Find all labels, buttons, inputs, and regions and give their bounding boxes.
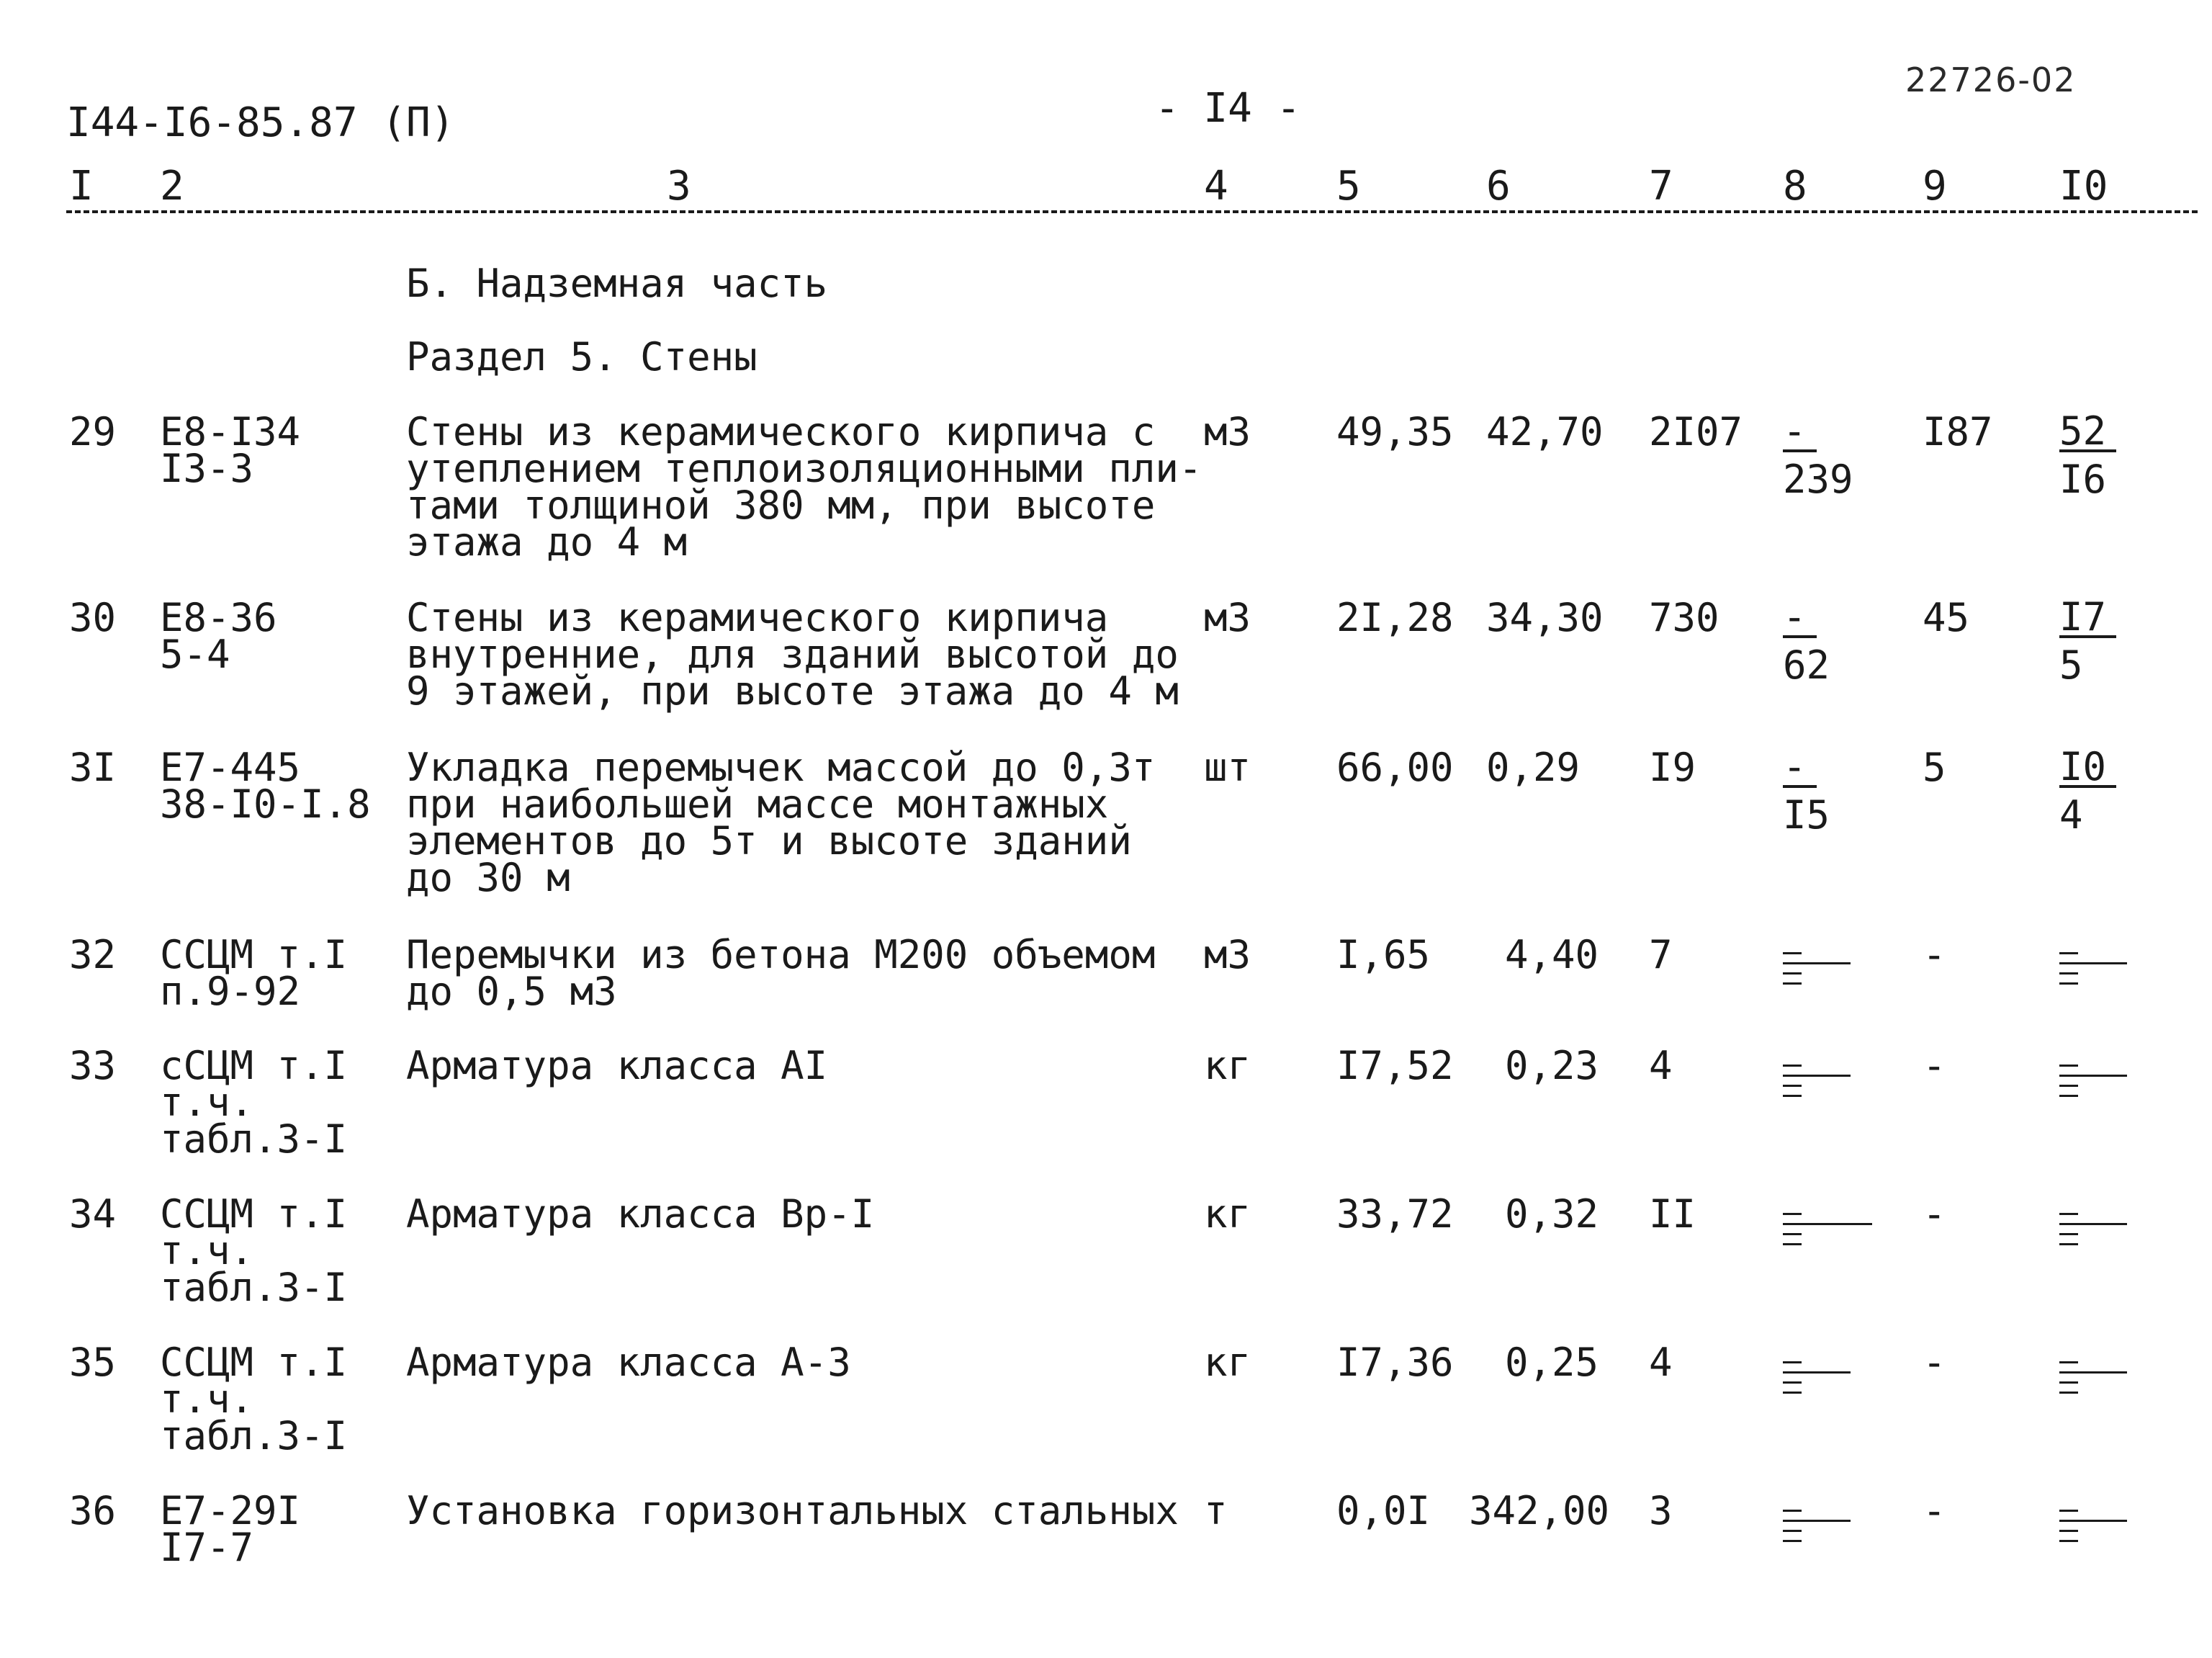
rate-code: сСЦМ т.I т.ч. табл.3-I <box>160 1043 348 1162</box>
unit: кг <box>1204 1191 1251 1237</box>
page-number: - I4 - <box>1155 85 1301 132</box>
col9-value: 5 <box>1923 745 1946 790</box>
row-number: 35 <box>69 1340 117 1385</box>
col9-value: I87 <box>1923 409 1993 454</box>
fraction-numerator: I0 <box>2059 749 2116 788</box>
work-description: Укладка перемычек массой до 0,3т при наибольшей массе монтажных элементов до 5т и высоте зданий до 30 м <box>406 745 1156 900</box>
col8-fraction <box>1783 594 1830 693</box>
fraction-denominator: 239 <box>1783 457 1853 502</box>
unit: шт <box>1204 745 1251 790</box>
row-number: 3I <box>69 745 117 790</box>
row-number: 33 <box>69 1043 117 1088</box>
ditto-mark-icon <box>1783 1508 1855 1551</box>
total-cost: 730 <box>1649 595 1719 640</box>
col8-fraction <box>1783 744 1830 843</box>
quantity: 0,0I <box>1336 1488 1431 1533</box>
ditto-mark-icon <box>2059 1063 2131 1106</box>
section-title: Раздел 5. Стены <box>406 334 757 380</box>
column-number: I <box>69 163 94 210</box>
fraction-numerator: 52 <box>2059 413 2116 452</box>
unit-cost: 0,23 <box>1505 1043 1599 1088</box>
rate-code: Е8-36 5-4 <box>160 595 277 677</box>
unit-cost: 342,00 <box>1469 1488 1610 1533</box>
total-cost: II <box>1649 1191 1696 1237</box>
archive-stamp: 22726-02 <box>1905 61 2077 99</box>
unit: кг <box>1204 1340 1251 1385</box>
col9-value: - <box>1923 1191 1946 1237</box>
total-cost: 4 <box>1649 1043 1673 1088</box>
col10-fraction <box>2059 744 2116 843</box>
unit: м3 <box>1204 932 1251 977</box>
row-number: 36 <box>69 1488 117 1533</box>
column-number: 6 <box>1486 163 1511 210</box>
total-cost: 4 <box>1649 1340 1673 1385</box>
col9-value: 45 <box>1923 595 1970 640</box>
fraction-denominator: I6 <box>2059 457 2107 502</box>
total-cost: 3 <box>1649 1488 1673 1533</box>
fraction-numerator: - <box>1783 749 1817 788</box>
fraction-denominator: 5 <box>2059 642 2083 688</box>
quantity: 66,00 <box>1336 745 1454 790</box>
row-number: 34 <box>69 1191 117 1237</box>
col10-fraction <box>2059 408 2116 507</box>
quantity: I7,52 <box>1336 1043 1454 1088</box>
ditto-mark-icon <box>1783 1211 1855 1255</box>
column-number: 5 <box>1336 163 1361 210</box>
row-number: 32 <box>69 932 117 977</box>
column-number: 9 <box>1923 163 1947 210</box>
column-number: 3 <box>667 163 691 210</box>
work-description: Перемычки из бетона М200 объемом до 0,5 м3 <box>406 932 1156 1014</box>
col8-fraction <box>1783 408 1853 507</box>
quantity: 33,72 <box>1336 1191 1454 1237</box>
document-code: I44-I6-85.87 (П) <box>66 99 455 146</box>
row-number: 30 <box>69 595 117 640</box>
fraction-numerator: - <box>1783 599 1817 638</box>
unit-cost: 4,40 <box>1505 932 1599 977</box>
work-description: Установка горизонтальных стальных <box>406 1488 1179 1533</box>
column-number: 2 <box>160 163 184 210</box>
unit: т <box>1204 1488 1228 1533</box>
fraction-denominator: I5 <box>1783 792 1830 838</box>
ditto-mark-icon <box>1783 1063 1855 1106</box>
col9-value: - <box>1923 932 1946 977</box>
quantity: I7,36 <box>1336 1340 1454 1385</box>
ditto-mark-icon <box>2059 951 2131 994</box>
work-description: Арматура класса АI <box>406 1043 828 1088</box>
total-cost: 2I07 <box>1649 409 1743 454</box>
quantity: 2I,28 <box>1336 595 1454 640</box>
ditto-mark-icon <box>2059 1508 2131 1551</box>
column-number: I0 <box>2059 163 2108 210</box>
unit-cost: 0,25 <box>1505 1340 1599 1385</box>
col9-value: - <box>1923 1340 1946 1385</box>
rate-code: ССЦМ т.I т.ч. табл.3-I <box>160 1191 348 1310</box>
work-description: Арматура класса Вр-I <box>406 1191 875 1237</box>
fraction-numerator: I7 <box>2059 599 2116 638</box>
rate-code: ССЦМ т.I т.ч. табл.3-I <box>160 1340 348 1458</box>
unit-cost: 0,32 <box>1505 1191 1599 1237</box>
total-cost: 7 <box>1649 932 1673 977</box>
work-description: Стены из керамического кирпича с утеплением теплоизоляционными пли- тами толщиной 380 мм, при высоте этажа до 4 м <box>406 409 1202 565</box>
column-number: 4 <box>1204 163 1228 210</box>
unit-cost: 42,70 <box>1486 409 1604 454</box>
section-part-heading: Б. Надземная часть <box>406 261 828 306</box>
unit-cost: 0,29 <box>1486 745 1581 790</box>
fraction-numerator: - <box>1783 413 1817 452</box>
rate-code: ССЦМ т.I п.9-92 <box>160 932 348 1014</box>
column-number: 7 <box>1649 163 1673 210</box>
quantity: I,65 <box>1336 932 1431 977</box>
rate-code: Е7-29I I7-7 <box>160 1488 301 1570</box>
ditto-mark-icon <box>2059 1211 2131 1255</box>
unit: м3 <box>1204 595 1251 640</box>
col9-value: - <box>1923 1043 1946 1088</box>
unit-cost: 34,30 <box>1486 595 1604 640</box>
ditto-mark-icon <box>1783 951 1855 994</box>
header-divider <box>66 210 2198 213</box>
unit: м3 <box>1204 409 1251 454</box>
rate-code: Е7-445 38-I0-I.8 <box>160 745 371 827</box>
row-number: 29 <box>69 409 117 454</box>
ditto-mark-icon <box>1783 1360 1855 1403</box>
column-number: 8 <box>1783 163 1807 210</box>
col9-value: - <box>1923 1488 1946 1533</box>
total-cost: I9 <box>1649 745 1696 790</box>
ditto-mark-icon <box>2059 1360 2131 1403</box>
col10-fraction <box>2059 594 2116 693</box>
quantity: 49,35 <box>1336 409 1454 454</box>
fraction-denominator: 4 <box>2059 792 2083 838</box>
rate-code: Е8-I34 I3-3 <box>160 409 301 491</box>
work-description: Стены из керамического кирпича внутренние, для зданий высотой до 9 этажей, при высоте этажа до 4 м <box>406 595 1179 714</box>
fraction-denominator: 62 <box>1783 642 1830 688</box>
work-description: Арматура класса А-3 <box>406 1340 851 1385</box>
unit: кг <box>1204 1043 1251 1088</box>
